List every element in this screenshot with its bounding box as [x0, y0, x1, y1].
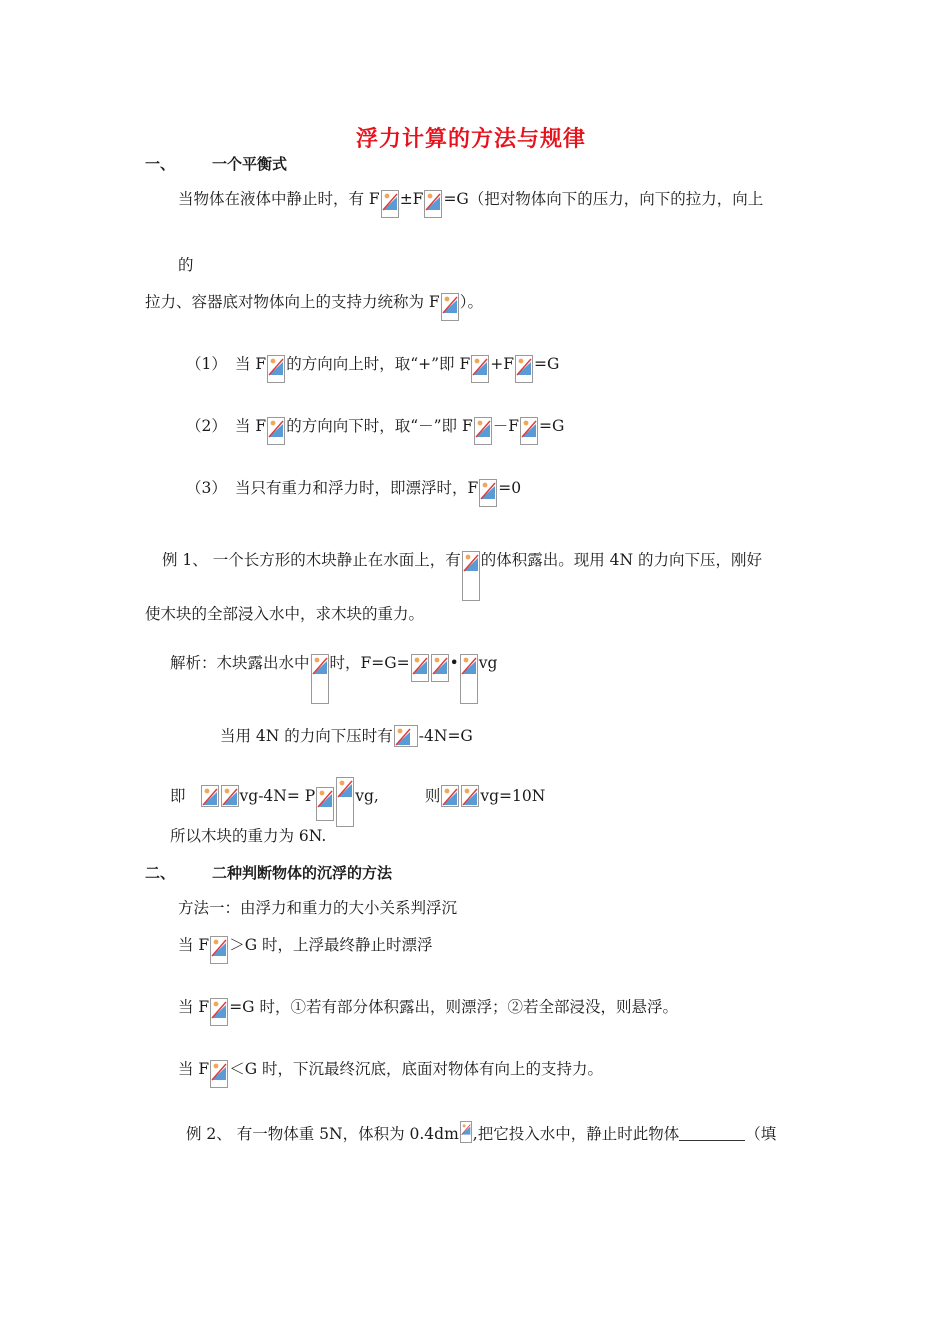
text: 当 F: [178, 936, 210, 954]
section-1-heading: 一个平衡式: [212, 155, 288, 173]
text: 当 F: [235, 417, 267, 435]
text: 的方向向下时，取“－”即 F: [286, 417, 473, 435]
broken-image-icon: [381, 190, 399, 218]
broken-image-icon: [441, 785, 459, 807]
text: 解析：木块露出水中: [170, 654, 310, 672]
example-1-line-1: [162, 550, 762, 601]
text: －F: [492, 417, 519, 435]
broken-image-icon: [424, 190, 442, 218]
case-2: [235, 416, 564, 445]
example-2-line-1: [186, 1121, 776, 1144]
broken-image-icon: [210, 998, 228, 1026]
method-1-rule-1: [178, 935, 433, 964]
section-2-heading: 二种判断物体的沉浮的方法: [212, 864, 393, 882]
text: 当 F: [178, 998, 210, 1016]
broken-image-icon: [210, 936, 228, 964]
text: 的方向向上时，取“+”即 F: [286, 355, 471, 373]
broken-image-icon: [411, 654, 429, 682]
text: 例 2、 有一物体重 5N，体积为 0.4dm: [186, 1125, 459, 1143]
case-3-number: （3）: [186, 479, 227, 497]
broken-image-icon: [462, 551, 480, 601]
solution-line-4: 所以木块的重力为 6N.: [170, 827, 327, 845]
broken-image-icon: [431, 654, 449, 682]
broken-image-icon: [515, 355, 533, 383]
text: vg,: [355, 787, 379, 805]
broken-image-icon: [221, 785, 239, 807]
text: vg: [478, 654, 498, 672]
answer-blank[interactable]: [679, 1126, 745, 1141]
case-2-number: （2）: [186, 417, 227, 435]
text: =G（把对物体向下的压力，向下的拉力，向上: [443, 190, 764, 208]
text: 时，F=G=: [329, 654, 410, 672]
text: 即: [170, 787, 186, 805]
text: 的体积露出。现用 4N 的力向下压，刚好: [480, 551, 762, 569]
paragraph-1-line-1: [178, 189, 763, 218]
text: 则: [424, 787, 441, 805]
section-1-number: 一、: [145, 155, 176, 173]
broken-image-icon: [267, 417, 285, 445]
broken-image-icon: [471, 355, 489, 383]
text: +F: [490, 355, 514, 373]
text: vg-4N= P: [239, 787, 316, 805]
broken-image-icon: [394, 725, 418, 747]
case-1-number: （1）: [186, 355, 227, 373]
text: •: [449, 654, 459, 672]
text: 当物体在液体中静止时，有 F: [178, 190, 380, 208]
text: 当只有重力和浮力时，即漂浮时，F: [235, 479, 479, 497]
text: vg=10N: [480, 787, 546, 805]
example-1-line-2: 使木块的全部浸入水中，求木块的重力。: [145, 605, 425, 623]
text: ＜G 时，下沉最终沉底，底面对物体有向上的支持力。: [229, 1060, 603, 1078]
text: =0: [498, 479, 522, 497]
text: =G: [533, 355, 560, 373]
case-3: [235, 478, 521, 507]
page-title: 浮力计算的方法与规律: [356, 126, 587, 152]
text: ）。: [459, 293, 483, 311]
text: 当 F: [235, 355, 267, 373]
text: ±F: [399, 190, 424, 208]
text: 拉力、容器底对物体向上的支持力统称为 F: [145, 293, 440, 311]
method-1-rule-3: [178, 1059, 603, 1088]
broken-image-icon: [460, 1121, 472, 1143]
broken-image-icon: [461, 785, 479, 807]
broken-image-icon: [441, 293, 459, 321]
broken-image-icon: [474, 417, 492, 445]
method-1-title: 方法一：由浮力和重力的大小关系判浮沉: [178, 899, 458, 917]
broken-image-icon: [520, 417, 538, 445]
text: =G: [538, 417, 565, 435]
text: -4N=G: [418, 727, 473, 745]
text: 当 F: [178, 1060, 210, 1078]
paragraph-1-line-3: [145, 292, 483, 321]
text: （填: [745, 1125, 777, 1143]
section-2-number: 二、: [145, 864, 176, 882]
case-1: [235, 354, 559, 383]
text: 例 1、 一个长方形的木块静止在水面上，有: [162, 551, 461, 569]
solution-line-2: [220, 725, 473, 747]
solution-line-1: [170, 653, 497, 704]
broken-image-icon: [267, 355, 285, 383]
paragraph-1-line-2: 的: [178, 256, 194, 274]
text: 当用 4N 的力向下压时有: [220, 727, 393, 745]
method-1-rule-2: [178, 997, 678, 1026]
broken-image-icon: [201, 785, 219, 807]
broken-image-icon: [311, 654, 329, 704]
broken-image-icon: [460, 654, 478, 704]
text: ＞G 时，上浮最终静止时漂浮: [229, 936, 433, 954]
text: =G 时，①若有部分体积露出，则漂浮；②若全部浸没，则悬浮。: [229, 998, 678, 1016]
broken-image-icon: [336, 777, 354, 827]
broken-image-icon: [316, 787, 334, 821]
solution-line-3: [170, 777, 545, 827]
text: ,把它投入水中，静止时此物体: [472, 1125, 680, 1143]
broken-image-icon: [479, 479, 497, 507]
broken-image-icon: [210, 1060, 228, 1088]
